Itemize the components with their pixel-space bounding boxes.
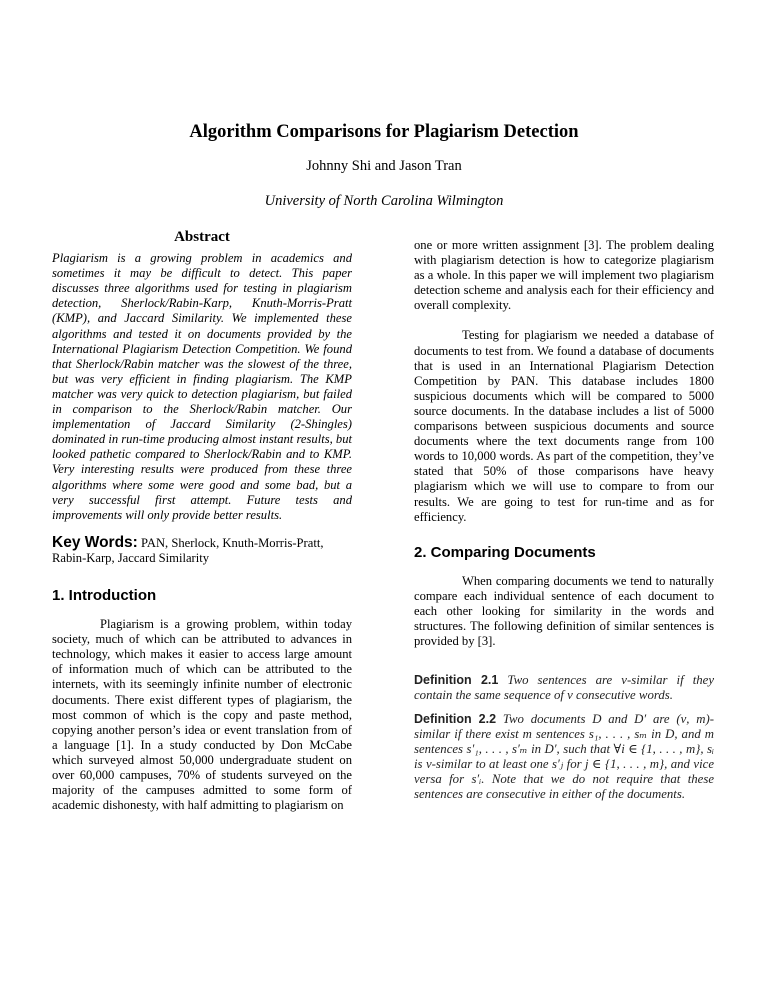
- paper-authors: Johnny Shi and Jason Tran: [306, 158, 462, 174]
- introduction-paragraph-2: Testing for plagiarism we needed a database of documents to test from. We found a database of documents that is used in an International Plagiarism Detection Competition by PAN. This database includes 1800 suspicious documents which will be compared to 5000 source documents. In the database includes a list of 5000 comparisons between suspicious documents and source documents where the text documents range from 100 words to 10,000 words. As part of the competition, they’ve stated that 50% of those comparisons have heavy plagiarism which we will use to compare to from our results. We are going to test for run-time and as for efficiency.: [414, 328, 714, 524]
- definition-2-1-text: Two sentences are ν-similar if they contain the same sequence of ν consecutive words.: [414, 673, 715, 703]
- definition-2-1: [414, 673, 714, 703]
- keywords: [52, 535, 352, 566]
- paper-title: Algorithm Comparisons for Plagiarism Detection: [189, 122, 579, 142]
- introduction-heading: 1. Introduction: [52, 586, 157, 604]
- introduction-paragraph-1-continued: one or more written assignment [3]. The problem dealing with plagiarism detection is how to categorize plagiarism as a whole. In this paper we will implement two plagiarism detection scheme and analysis each for their efficiency and overall complexity.: [414, 238, 714, 313]
- paper-affiliation: University of North Carolina Wilmington: [264, 193, 504, 209]
- right-column: [414, 238, 714, 811]
- left-column: [52, 230, 352, 813]
- introduction-paragraph-1: Plagiarism is a growing problem, within today society, much of which can be attributed to advances in technology, which makes it easier to access large amount of information much of which can be attributed to the internets, with its seemingly infinite number of electronic documents. There exist different types of plagiarism, the most common of which is the copy and paste method, copying another person’s idea or event translation from of a language [1]. In a study conducted by Don McCabe which surveyed almost 50,000 undergraduate student on over 60,000 campuses, 70% of students surveyed on the majority of the campuses admitted to some form of academic dishonesty, with half admitting to plagiarism on: [52, 617, 352, 813]
- comparing-paragraph-1: When comparing documents we tend to naturally compare each individual sentence of each document to each other looking for similarity in the words and structures. The following definition of similar sentences is provided by [3].: [414, 573, 714, 649]
- keywords-label: Key Words:: [52, 533, 138, 551]
- definitions-figure: [414, 673, 714, 802]
- definition-2-2-text: Two documents D and D′ are (ν, m)-similar if there exist m sentences s₁, . . . , sₘ in D, and m sentences s′₁, . . . , s′ₘ in D′, such that ∀i ∈ {1, . . . , m}, sᵢ is ν-similar to at least one s′ⱼ for j ∈ {1, . . . , m}, and vice versa for s′ᵢ. Note that we do not require that these sentences are consecutive in either of the documents.: [414, 712, 714, 802]
- abstract-body: Plagiarism is a growing problem in academics and sometimes it may be difficult to detect. This paper discusses three algorithms used for testing in plagiarism detection, Sherlock/Rabin-Karp, Knuth-Morris-Pratt (KMP), and Jaccard Similarity. We implemented these algorithms and tested it on documents provided by the International Plagiarism Detection Competition. We found that Sherlock/Rabin matcher was the slowest of the three, but was very efficient in finding plagiarism. The KMP matcher was very quick to detection plagiarism, but failed in comparison to the Sherlock/Rabin matcher. Our implementation of Jaccard Similarity (2-Shingles) dominated in run-time producing almost instant results, but looked pathetic compared to Sherlock/Rabin and to KMP. Very interesting results were produced from these three algorithms where some were good and some bad, but a very successful first attempt. Future tests and improvements will only provide better results.: [52, 251, 352, 522]
- definition-2-1-label: Definition 2.1: [414, 673, 499, 688]
- keywords-text: PAN, Sherlock, Knuth-Morris-Pratt, Rabin-Karp, Jaccard Similarity: [52, 535, 324, 565]
- definition-2-2-label: Definition 2.2: [414, 712, 497, 727]
- definition-2-2: [414, 712, 714, 802]
- comparing-documents-heading: 2. Comparing Documents: [414, 543, 596, 561]
- abstract-heading: Abstract: [174, 229, 230, 245]
